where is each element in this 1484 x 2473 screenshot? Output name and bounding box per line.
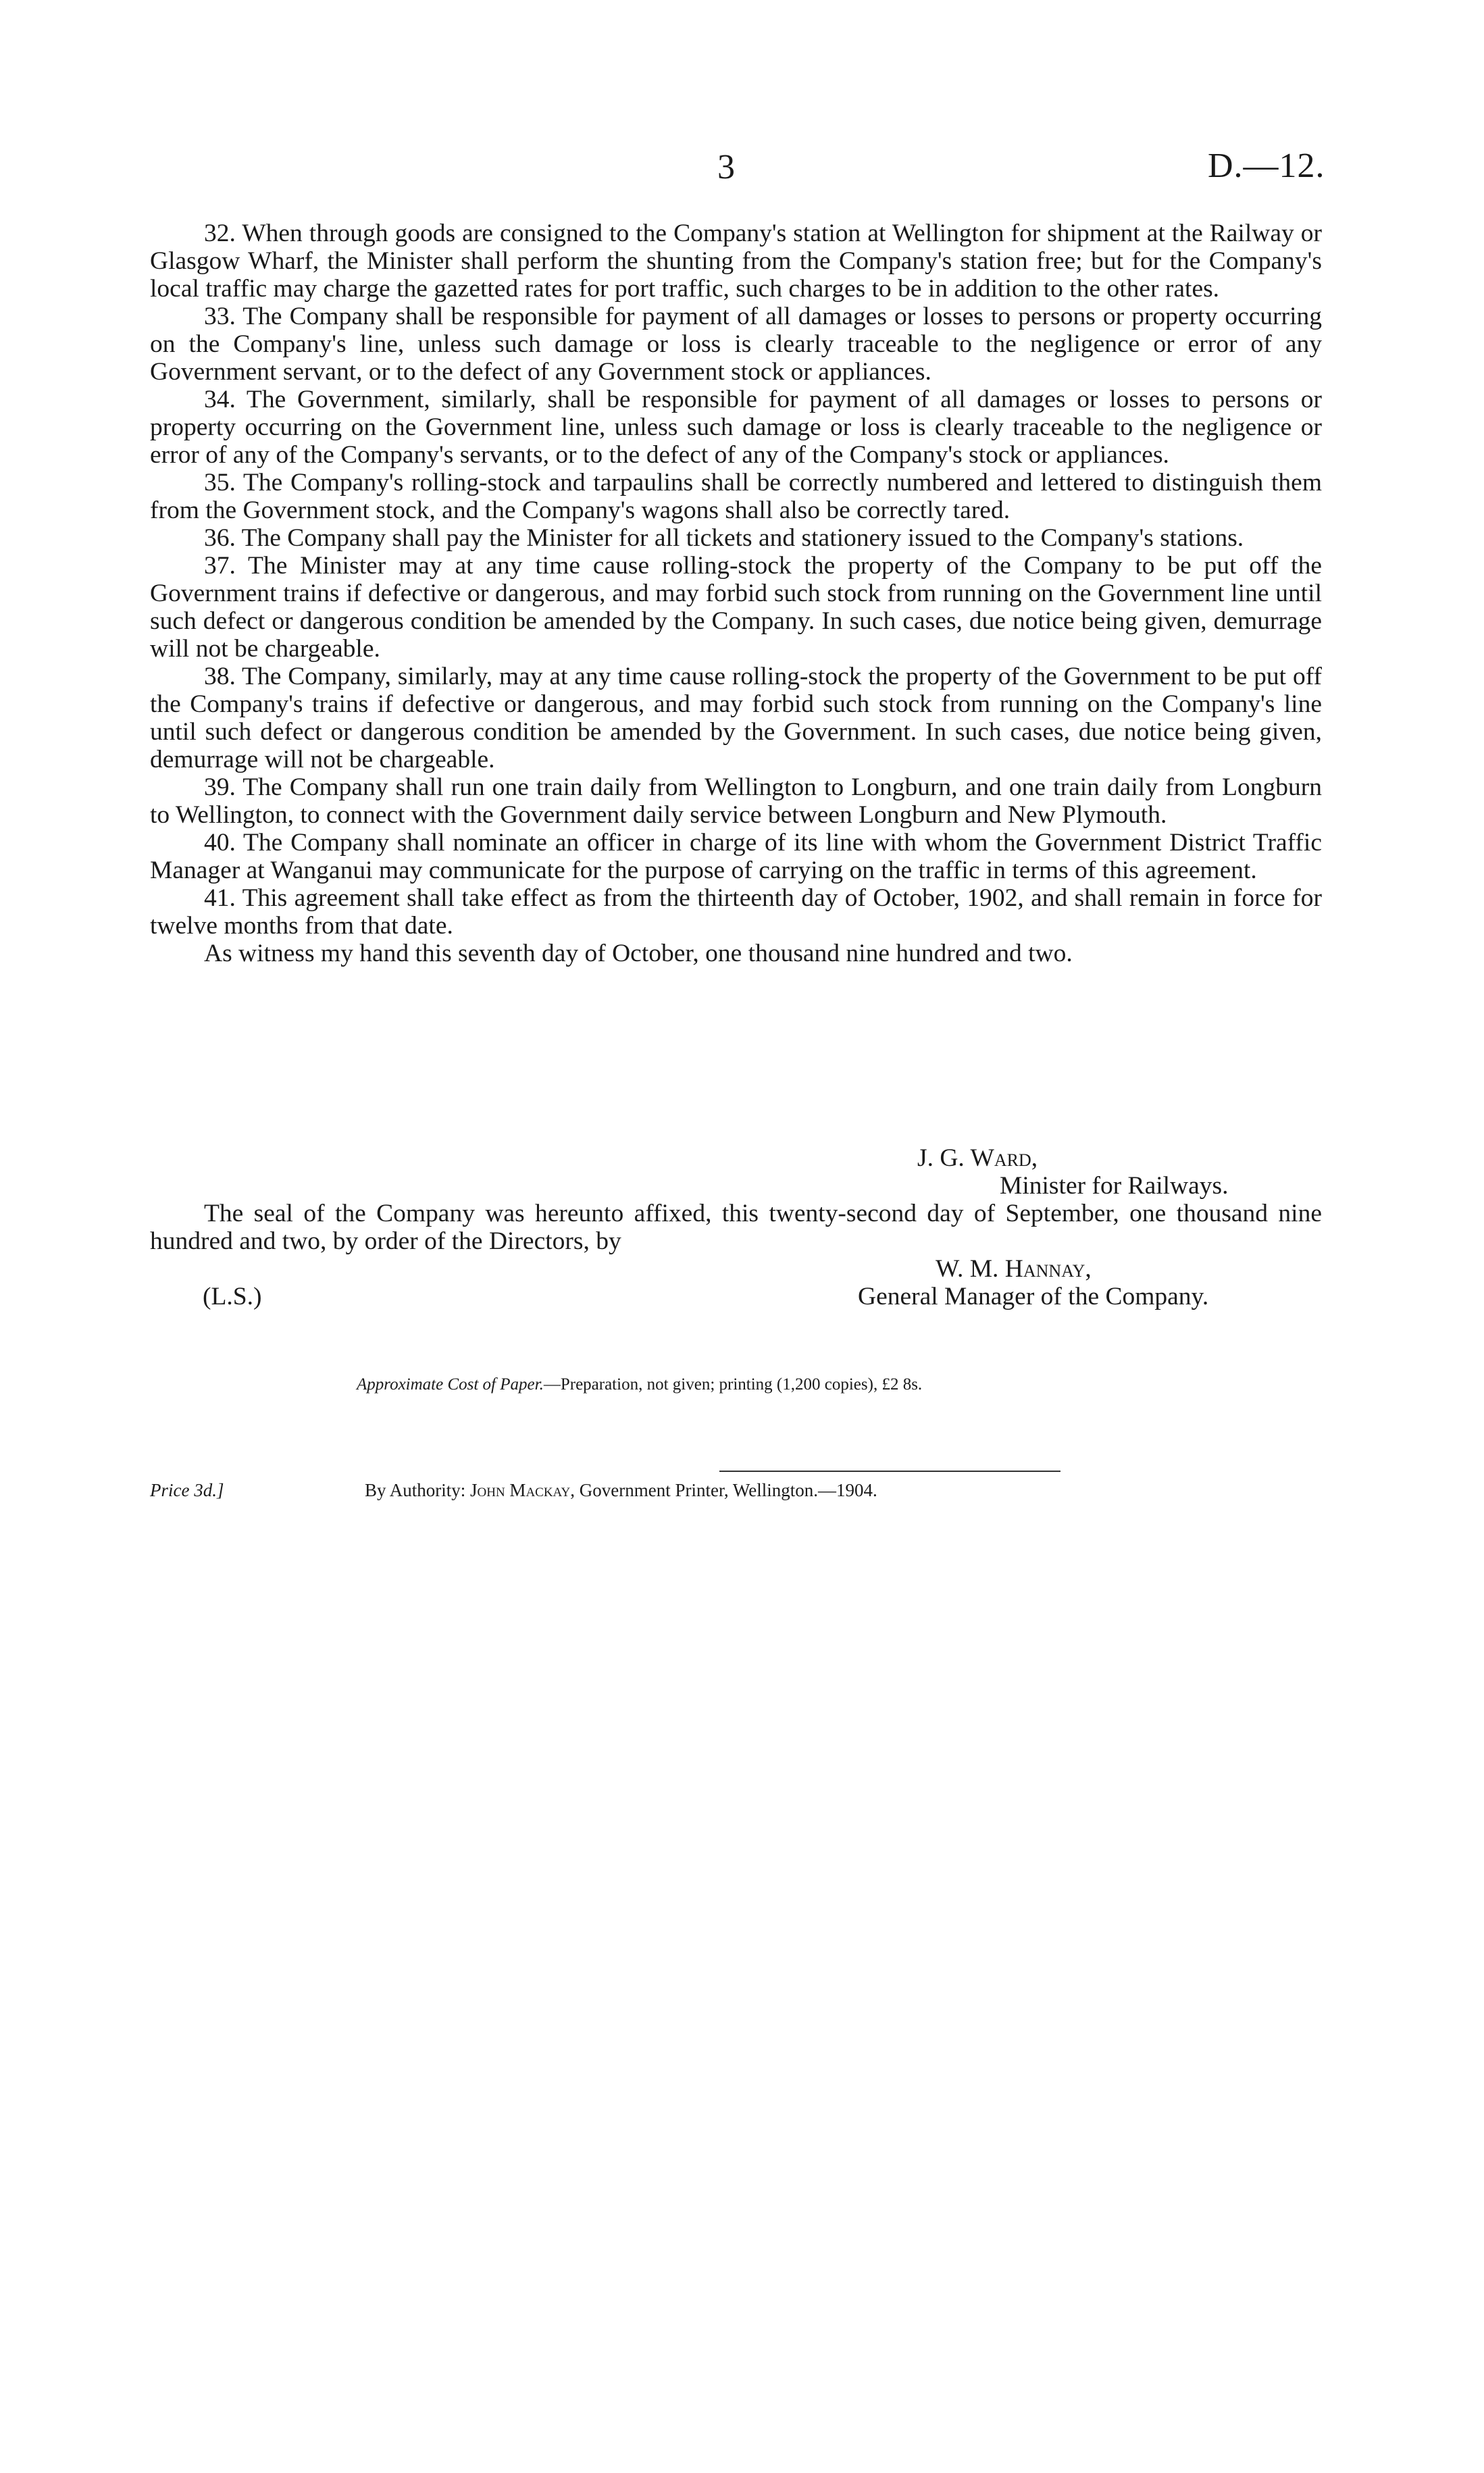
witness-statement: As witness my hand this seventh day of October, one thousand nine hundred and two. bbox=[204, 940, 1073, 967]
minister-name: J. G. Ward, bbox=[917, 1144, 1038, 1172]
cost-note-text: —Preparation, not given; printing (1,200 copies), £2 8s. bbox=[543, 1375, 923, 1394]
clause-34: 34. The Government, similarly, shall be responsible for payment of all damages or losses to persons or property occurring on the Government line, unless such damage or loss is clearly traceable to the negligence or error of any of the Company's servants, or to the defect of any of the Company's stock or appliances. bbox=[150, 386, 1322, 469]
footer-divider bbox=[719, 1471, 1060, 1472]
authority-suffix: , Government Printer, Wellington.—1904. bbox=[570, 1480, 877, 1500]
cost-note bbox=[357, 1375, 922, 1394]
minister-title: Minister for Railways. bbox=[1000, 1172, 1229, 1200]
clause-41: 41. This agreement shall take effect as from the thirteenth day of October, 1902, and shall remain in force for twelve months from that date. bbox=[150, 884, 1322, 940]
printer-authority bbox=[365, 1480, 877, 1501]
clause-36: 36. The Company shall pay the Minister for all tickets and stationery issued to the Company's stations. bbox=[204, 524, 1244, 552]
seal-mark: (L.S.) bbox=[203, 1283, 262, 1310]
company-signatory-name: W. M. Hannay, bbox=[936, 1255, 1092, 1283]
authority-prefix: By Authority: bbox=[365, 1480, 466, 1500]
agreement-clauses bbox=[150, 220, 1322, 967]
clause-38: 38. The Company, similarly, may at any time cause rolling-stock the property of the Government to be put off the Company's trains if defective or dangerous, and may forbid such stock from running on the Company's line until such defect or dangerous condition be amended by the Government. In such cases, due notice being given, demurrage will not be chargeable. bbox=[150, 663, 1322, 773]
cost-note-label: Approximate Cost of Paper. bbox=[357, 1375, 544, 1394]
page-number: 3 bbox=[717, 148, 735, 186]
company-signatory-title: General Manager of the Company. bbox=[858, 1283, 1209, 1310]
clause-37: 37. The Minister may at any time cause rolling-stock the property of the Company to be put off the Government trains if defective or dangerous, and may forbid such stock from running on the Government line until such defect or dangerous condition be amended by the Company. In such cases, due notice being given, demurrage will not be chargeable. bbox=[150, 552, 1322, 663]
printer-name: John Mackay bbox=[470, 1480, 571, 1500]
clause-40: 40. The Company shall nominate an officer in charge of its line with whom the Government District Traffic Manager at Wanganui may communicate for the purpose of carrying on the traffic in terms of this agreement. bbox=[150, 829, 1322, 884]
clause-33: 33. The Company shall be responsible for payment of all damages or losses to persons or property occurring on the Company's line, unless such damage or loss is clearly traceable to the negligence or error of any Government servant, or to the defect of any Government stock or appliances. bbox=[150, 303, 1322, 386]
price: Price 3d.] bbox=[150, 1480, 224, 1500]
seal-statement bbox=[150, 1200, 1322, 1255]
clause-32: 32. When through goods are consigned to the Company's station at Wellington for shipment at the Railway or Glasgow Wharf, the Minister shall perform the shunting from the Company's station free; but for the Company's local traffic may charge the gazetted rates for port traffic, such charges to be in addition to the other rates. bbox=[150, 220, 1322, 303]
seal-statement-text: The seal of the Company was hereunto affixed, this twenty-second day of September, one thousand nine hundred and two, by order of the Directors, by bbox=[150, 1200, 1322, 1255]
clause-35: 35. The Company's rolling-stock and tarpaulins shall be correctly numbered and lettered to distinguish them from the Government stock, and the Company's wagons shall also be correctly tared. bbox=[150, 469, 1322, 524]
clause-39: 39. The Company shall run one train daily from Wellington to Longburn, and one train daily from Longburn to Wellington, to connect with the Government daily service between Longburn and New Plymouth. bbox=[150, 773, 1322, 829]
document-reference: D.—12. bbox=[1208, 147, 1325, 185]
